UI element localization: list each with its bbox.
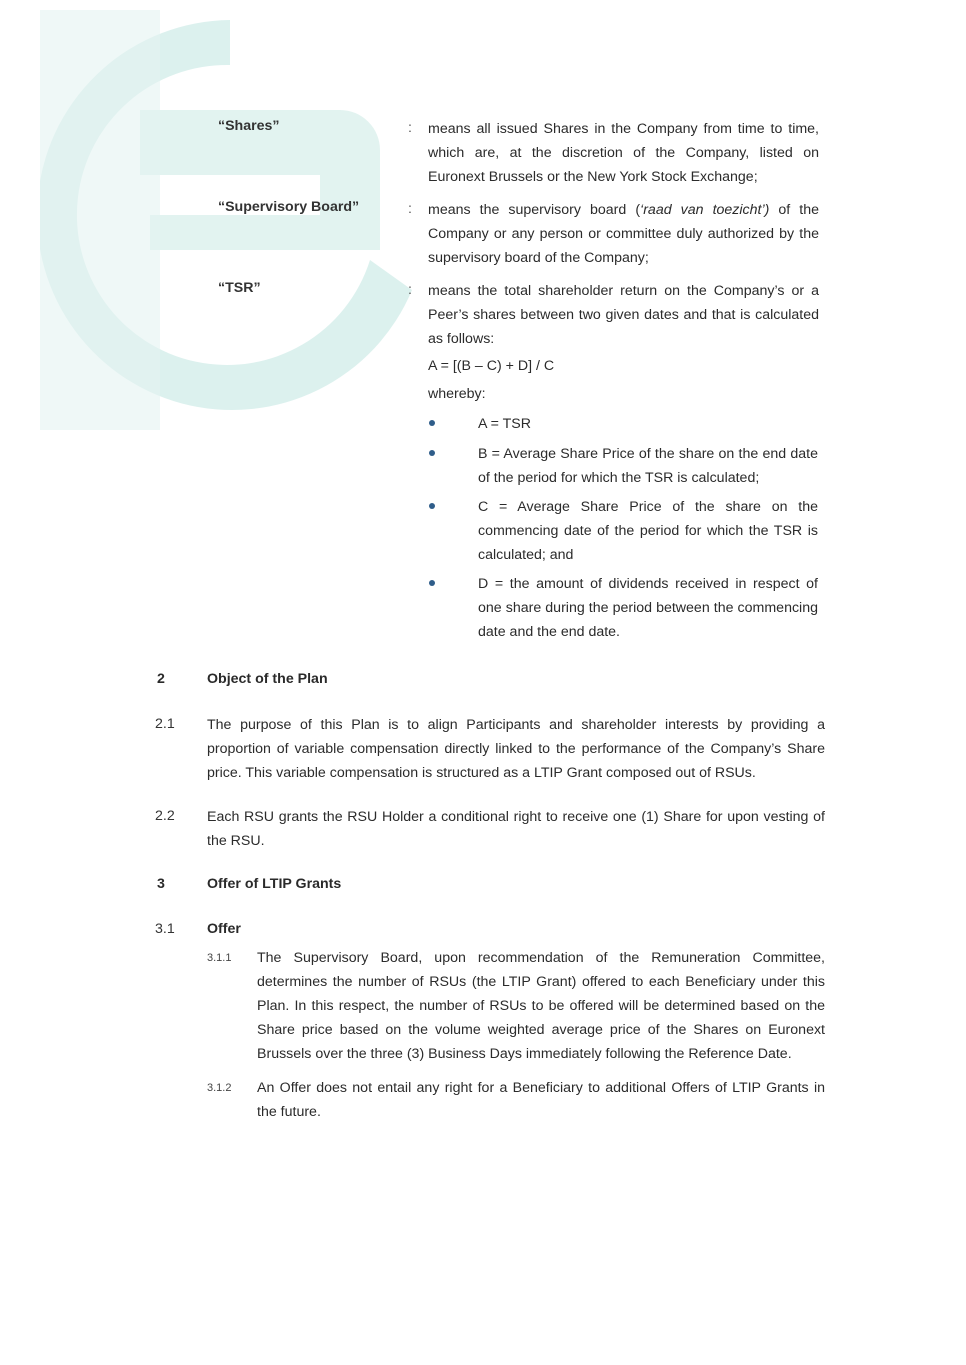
tsr-whereby-label: whereby:: [428, 386, 486, 402]
bullet-icon: [429, 450, 435, 456]
clause-2-1-text: The purpose of this Plan is to align Participants and shareholder interests by providing a proportion of variable compensation directly linked to the performance of the Company’s Share price. This variable compensation is structured as a LTIP Grant composed out of RSUs.: [207, 717, 825, 781]
definition-term-shares: “Shares”: [218, 118, 280, 134]
company-logo-watermark: [40, 0, 420, 430]
clause-3-1-number: 3.1: [155, 921, 175, 937]
clause-3-1-2-number: 3.1.2: [207, 1082, 232, 1094]
definition-text-part: means the supervisory board (: [428, 202, 641, 218]
bullet-icon: [429, 503, 435, 509]
section-3-number: 3: [157, 876, 165, 892]
section-2-number: 2: [157, 671, 165, 687]
clause-2-1-number: 2.1: [155, 716, 175, 732]
bullet-icon: [429, 580, 435, 586]
clause-3-1-2-text: An Offer does not entail any right for a Beneficiary to additional Offers of LTIP Grants in the future.: [257, 1080, 825, 1120]
definition-colon: :: [408, 282, 412, 298]
clause-2-2-number: 2.2: [155, 808, 175, 824]
definition-text-part: of the Company or any person or committee duly authorized by the supervisory board of the Company;: [428, 202, 819, 266]
definition-colon: :: [408, 120, 412, 136]
tsr-bullet-a: A = TSR: [478, 416, 531, 432]
tsr-formula: A = [(B – C) + D] / C: [428, 358, 555, 374]
definition-term-tsr: “TSR”: [218, 280, 261, 296]
section-3-title: Offer of LTIP Grants: [207, 876, 342, 892]
clause-3-1-title: Offer: [207, 921, 241, 937]
definition-text-shares: means all issued Shares in the Company from time to time, which are, at the discretion of the Company, listed on Euronext Brussels or the New York Stock Exchange;: [428, 121, 819, 185]
definition-text-supervisory-board: [428, 198, 819, 270]
tsr-bullet-d: D = the amount of dividends received in respect of one share during the period between the commencing date and the end date.: [478, 576, 818, 640]
clause-3-1-1-text: The Supervisory Board, upon recommendation of the Remuneration Committee, determines the number of RSUs (the LTIP Grant) offered to each Beneficiary under this Plan. In this respect, the number of RSUs to be offered will be determined based on the Share price based on the volume weighted average price of the Shares on Euronext Brussels over the three (3) Business Days immediately following the Reference Date.: [257, 950, 825, 1062]
definition-term-supervisory-board: “Supervisory Board”: [218, 199, 360, 215]
clause-3-1-1-number: 3.1.1: [207, 952, 232, 964]
tsr-bullet-b: B = Average Share Price of the share on the end date of the period for which the TSR is calculated;: [478, 446, 818, 486]
definition-text-dutch-term: ‘raad van toezicht’): [640, 202, 770, 218]
definition-text-tsr: means the total shareholder return on the Company’s or a Peer’s shares between two given dates and that is calculated as follows:: [428, 283, 819, 347]
bullet-icon: [429, 420, 435, 426]
tsr-bullet-c: C = Average Share Price of the share on the commencing date of the period for which the TSR is calculated; and: [478, 499, 818, 563]
definition-colon: :: [408, 201, 412, 217]
clause-2-2-text: Each RSU grants the RSU Holder a conditional right to receive one (1) Share for upon vesting of the RSU.: [207, 809, 825, 849]
section-2-title: Object of the Plan: [207, 671, 328, 687]
